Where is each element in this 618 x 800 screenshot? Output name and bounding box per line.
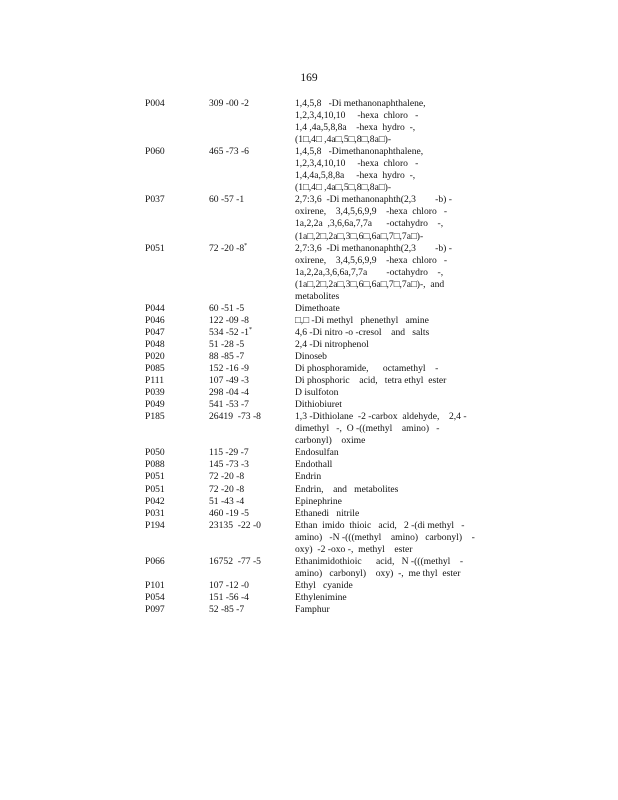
substance-name-line: □,□ -Di methyl phenethyl amine: [295, 314, 429, 326]
table-row: [145, 471, 490, 483]
footnote-mark: *: [248, 326, 252, 333]
substance-name: [295, 315, 490, 327]
substance-name-line: 1,4,5,8 -Di methanonaphthalene,: [295, 98, 426, 109]
cas-number: 51 -43 -4: [209, 495, 245, 507]
table-row: [145, 375, 490, 387]
cas-number: 72 -20 -8: [209, 471, 245, 483]
waste-code: P051: [145, 471, 165, 483]
footnote-mark: *: [244, 242, 248, 249]
substance-name: [295, 339, 490, 351]
substance-name-line: Ethanimidothioic acid, N -(((methyl -: [295, 555, 464, 567]
table-row: [145, 508, 490, 520]
cas-number-cell: [209, 351, 295, 363]
table-row: [145, 411, 490, 447]
cas-number-cell: [209, 484, 295, 496]
substance-name-line: D isulfoton: [295, 387, 339, 399]
cas-number-cell: [209, 339, 295, 351]
cas-number-cell: [209, 399, 295, 411]
cas-number-cell: [209, 471, 295, 483]
substance-name-line: (1a□,2□,2a□,3□,6□,6a□,7□,7a□)-: [295, 230, 424, 242]
waste-code: P047: [145, 326, 165, 338]
substance-name: [295, 146, 490, 194]
substance-name: [295, 387, 490, 399]
waste-code: P020: [145, 350, 165, 362]
substance-name-line: Dithiobiuret: [295, 399, 342, 411]
substance-name-line: Endosulfan: [295, 447, 339, 459]
cas-number-cell: [209, 375, 295, 387]
cas-number: 534 -52 -1: [209, 326, 249, 338]
waste-code: P054: [145, 591, 165, 603]
table-row: [145, 459, 490, 471]
table-row: [145, 327, 490, 339]
substance-name-line: (1a□,2□,2a□,3□,6□,6a□,7□,7a□)-, and: [295, 278, 445, 290]
waste-code: P185: [145, 411, 165, 423]
table-row: [145, 592, 490, 604]
substance-name: [295, 243, 490, 303]
substance-name-line: Epinephrine: [295, 495, 342, 507]
cas-number: 23135 -22 -0: [209, 519, 261, 531]
substance-name-line: 2,7:3,6 -Di methanonaphth(2,3 -b) -: [295, 194, 452, 206]
cas-number-cell: [209, 580, 295, 592]
waste-code: P088: [145, 459, 165, 471]
waste-code: P004: [145, 98, 165, 109]
substance-name: [295, 496, 490, 508]
cas-number-cell: [209, 496, 295, 508]
table-row: [145, 146, 490, 194]
substance-name: [295, 520, 490, 556]
substance-name: [295, 604, 490, 616]
cas-number-cell: [209, 604, 295, 616]
cas-number: 72 -20 -8: [209, 242, 245, 254]
substance-name: [295, 556, 490, 580]
waste-code: P194: [145, 519, 165, 531]
table-row: [145, 604, 490, 616]
substance-name-line: oxirene, 3,4,5,6,9,9 -hexa chloro -: [295, 206, 448, 218]
substance-name-line: Famphur: [295, 603, 330, 615]
substance-name-line: oxirene, 3,4,5,6,9,9 -hexa chloro -: [295, 254, 448, 266]
substance-name: [295, 375, 490, 387]
substance-name-line: 1,2,3,4,10,10 -hexa chloro -: [295, 110, 419, 122]
substance-name: [295, 580, 490, 592]
waste-code: P097: [145, 603, 165, 615]
table-row: [145, 315, 490, 327]
cas-number: 107 -12 -0: [209, 579, 249, 591]
substance-name-line: Di phosphoric acid, tetra ethyl ester: [295, 375, 447, 387]
table-row: [145, 447, 490, 459]
substance-name: [295, 98, 490, 146]
table-row: [145, 363, 490, 375]
waste-code: P039: [145, 387, 165, 399]
cas-number-cell: [209, 146, 295, 158]
table-row: [145, 303, 490, 315]
cas-number: 460 -19 -5: [209, 507, 249, 519]
table-row: [145, 351, 490, 363]
substance-name: [295, 327, 490, 339]
table-row: [145, 496, 490, 508]
cas-number: 309 -00 -2: [209, 98, 249, 109]
substance-name-line: dimethyl -, O -((methyl amino) -: [295, 423, 440, 435]
substance-name-line: Endrin: [295, 471, 322, 483]
waste-code: P049: [145, 399, 165, 411]
waste-code: P051: [145, 483, 165, 495]
substance-name-line: Ethan imido thioic acid, 2 -(di methyl -: [295, 519, 465, 531]
substance-name-line: Endrin, and metabolites: [295, 483, 399, 495]
substance-name-line: 1,4,5,8 -Dimethanonaphthalene,: [295, 146, 424, 158]
waste-code: P111: [145, 375, 165, 387]
substance-name-line: Dinoseb: [295, 350, 327, 362]
waste-code: P031: [145, 507, 165, 519]
waste-code: P046: [145, 314, 165, 326]
substance-name-line: amino) -N -(((methyl amino) carbonyl) -: [295, 531, 475, 543]
cas-number: 60 -57 -1: [209, 194, 245, 206]
hazardous-waste-table: [145, 98, 490, 616]
substance-name: [295, 484, 490, 496]
cas-number: 52 -85 -7: [209, 603, 245, 615]
waste-code: P101: [145, 579, 165, 591]
waste-code: P066: [145, 555, 165, 567]
substance-name: [295, 399, 490, 411]
cas-number-cell: [209, 447, 295, 459]
waste-code: P050: [145, 447, 165, 459]
substance-name-line: 1,2,3,4,10,10 -hexa chloro -: [295, 158, 419, 170]
substance-name: [295, 508, 490, 520]
waste-code: P085: [145, 363, 165, 375]
cas-number: 60 -51 -5: [209, 302, 245, 314]
cas-number: 151 -56 -4: [209, 591, 249, 603]
cas-number: 16752 -77 -5: [209, 555, 261, 567]
table-row: [145, 556, 490, 580]
substance-name-line: 2,4 -Di nitrophenol: [295, 338, 369, 350]
substance-name-line: Ethylenimine: [295, 591, 347, 603]
table-row: [145, 194, 490, 242]
cas-number: 115 -29 -7: [209, 447, 249, 459]
cas-number-cell: [209, 194, 295, 206]
cas-number: 145 -73 -3: [209, 459, 249, 471]
cas-number: 541 -53 -7: [209, 399, 249, 411]
cas-number: 107 -49 -3: [209, 375, 249, 387]
cas-number-cell: [209, 556, 295, 568]
table-row: [145, 580, 490, 592]
substance-name-line: Dimethoate: [295, 302, 340, 314]
substance-name-line: 1,4,4a,5,8,8a -hexa hydro -,: [295, 170, 416, 182]
substance-name-line: Ethanedi nitrile: [295, 507, 360, 519]
waste-code: P044: [145, 302, 165, 314]
waste-code: P048: [145, 338, 165, 350]
cas-number-cell: [209, 459, 295, 471]
table-row: [145, 484, 490, 496]
waste-code: P042: [145, 495, 165, 507]
substance-name-line: 4,6 -Di nitro -o -cresol and salts: [295, 326, 430, 338]
waste-code: P037: [145, 194, 165, 206]
waste-code: P051: [145, 242, 165, 254]
substance-name: [295, 351, 490, 363]
substance-name-line: 2,7:3,6 -Di methanonaphth(2,3 -b) -: [295, 242, 452, 254]
cas-number: 298 -04 -4: [209, 387, 249, 399]
cas-number-cell: [209, 411, 295, 423]
table-row: [145, 243, 490, 303]
cas-number-cell: [209, 387, 295, 399]
table-row: [145, 387, 490, 399]
cas-number-cell: [209, 327, 295, 339]
waste-code: P060: [145, 146, 165, 158]
substance-name-line: 1a,2,2a,3,6,6a,7,7a -octahydro -,: [295, 266, 444, 278]
cas-number: 88 -85 -7: [209, 350, 245, 362]
cas-number: 465 -73 -6: [209, 146, 249, 158]
substance-name-line: (1□,4□ ,4a□,5□,8□,8a□)-: [295, 182, 392, 194]
table-row: [145, 98, 490, 146]
substance-name-line: amino) carbonyl) oxy) -, me thyl ester: [295, 567, 461, 579]
substance-name-line: Di phosphoramide, octamethyl -: [295, 363, 439, 375]
table-row: [145, 399, 490, 411]
substance-name-line: carbonyl) oxime: [295, 435, 366, 447]
substance-name-line: 1,4 ,4a,5,8,8a -hexa hydro -,: [295, 122, 416, 134]
substance-name-line: metabolites: [295, 290, 340, 302]
substance-name: [295, 363, 490, 375]
substance-name: [295, 194, 490, 242]
cas-number-cell: [209, 592, 295, 604]
cas-number-cell: [209, 363, 295, 375]
substance-name: [295, 592, 490, 604]
substance-name: [295, 447, 490, 459]
substance-name-line: oxy) -2 -oxo -, methyl ester: [295, 543, 413, 555]
substance-name: [295, 411, 490, 447]
cas-number: 51 -28 -5: [209, 338, 245, 350]
cas-number: 72 -20 -8: [209, 483, 245, 495]
substance-name-line: 1a,2,2a ,3,6,6a,7,7a -octahydro -,: [295, 218, 444, 230]
cas-number-cell: [209, 508, 295, 520]
substance-name-line: Ethyl cyanide: [295, 579, 353, 591]
substance-name-line: 1,3 -Dithiolane -2 -carbox aldehyde, 2,4 -: [295, 411, 467, 423]
substance-name-line: (1□,4□ ,4a□,5□,8□,8a□)-: [295, 134, 392, 146]
substance-name: [295, 459, 490, 471]
cas-number-cell: [209, 303, 295, 315]
page-number: 169: [300, 72, 318, 84]
cas-number-cell: [209, 243, 295, 255]
substance-name: [295, 303, 490, 315]
cas-number-cell: [209, 520, 295, 532]
cas-number-cell: [209, 98, 295, 110]
cas-number: 152 -16 -9: [209, 363, 249, 375]
cas-number-cell: [209, 315, 295, 327]
table-row: [145, 520, 490, 556]
cas-number: 26419 -73 -8: [209, 411, 261, 423]
substance-name: [295, 471, 490, 483]
substance-name-line: Endothall: [295, 459, 333, 471]
table-row: [145, 339, 490, 351]
cas-number: 122 -09 -8: [209, 314, 249, 326]
